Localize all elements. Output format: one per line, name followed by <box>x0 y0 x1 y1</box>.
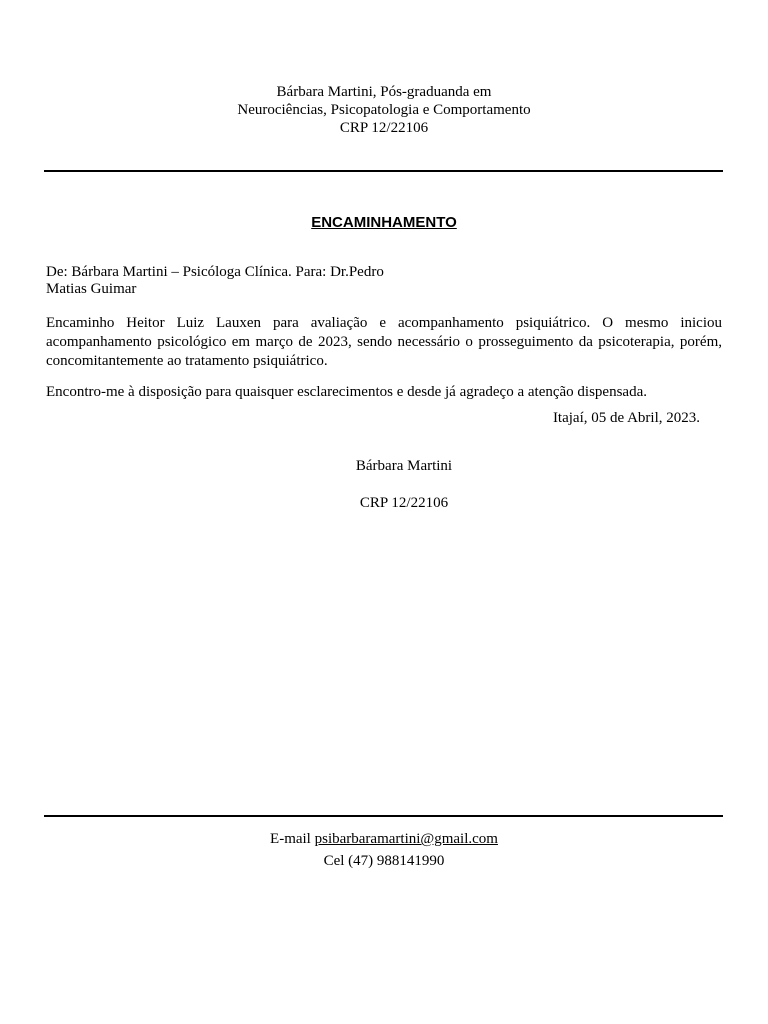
referral-paragraph: Encaminho Heitor Luiz Lauxen para avaliação e acompanhamento psiquiátrico. O mesmo iniciou acompanhamento psicológico em março de 2023, sendo necessário o prosseguimento da psicoterapia, porém, concomitantemente ao tratamento psiquiátrico. <box>46 315 722 369</box>
sender-recipient <box>46 264 446 298</box>
date-line: Itajaí, 05 de Abril, 2023. <box>552 410 700 426</box>
footer-email-line <box>0 828 768 850</box>
sender-recipient-line-2: Matias Guimar <box>46 281 137 297</box>
footer-phone: Cel (47) 988141990 <box>323 853 445 869</box>
footer-divider <box>44 815 723 817</box>
letterhead <box>0 83 768 137</box>
header-divider <box>44 170 723 172</box>
sender-recipient-line-1: De: Bárbara Martini – Psicóloga Clínica. Para: Dr.Pedro <box>46 264 384 280</box>
letterhead-name-line: Bárbara Martini, Pós-graduanda em <box>276 84 492 100</box>
signature-crp: CRP 12/22106 <box>359 495 449 511</box>
email-label: E-mail <box>270 831 315 847</box>
letterhead-crp-line: CRP 12/22106 <box>339 120 429 136</box>
document-title: ENCAMINHAMENTO <box>311 214 457 231</box>
signature-name: Bárbara Martini <box>355 458 453 474</box>
email-link[interactable]: psibarbaramartini@gmail.com <box>314 831 498 847</box>
closing-sentence: Encontro-me à disposição para quaisquer esclarecimentos e desde já agradeço a atenção dispensada. <box>46 384 647 400</box>
letterhead-specialty-line: Neurociências, Psicopatologia e Comportamento <box>237 102 531 118</box>
footer-contact <box>0 828 768 872</box>
